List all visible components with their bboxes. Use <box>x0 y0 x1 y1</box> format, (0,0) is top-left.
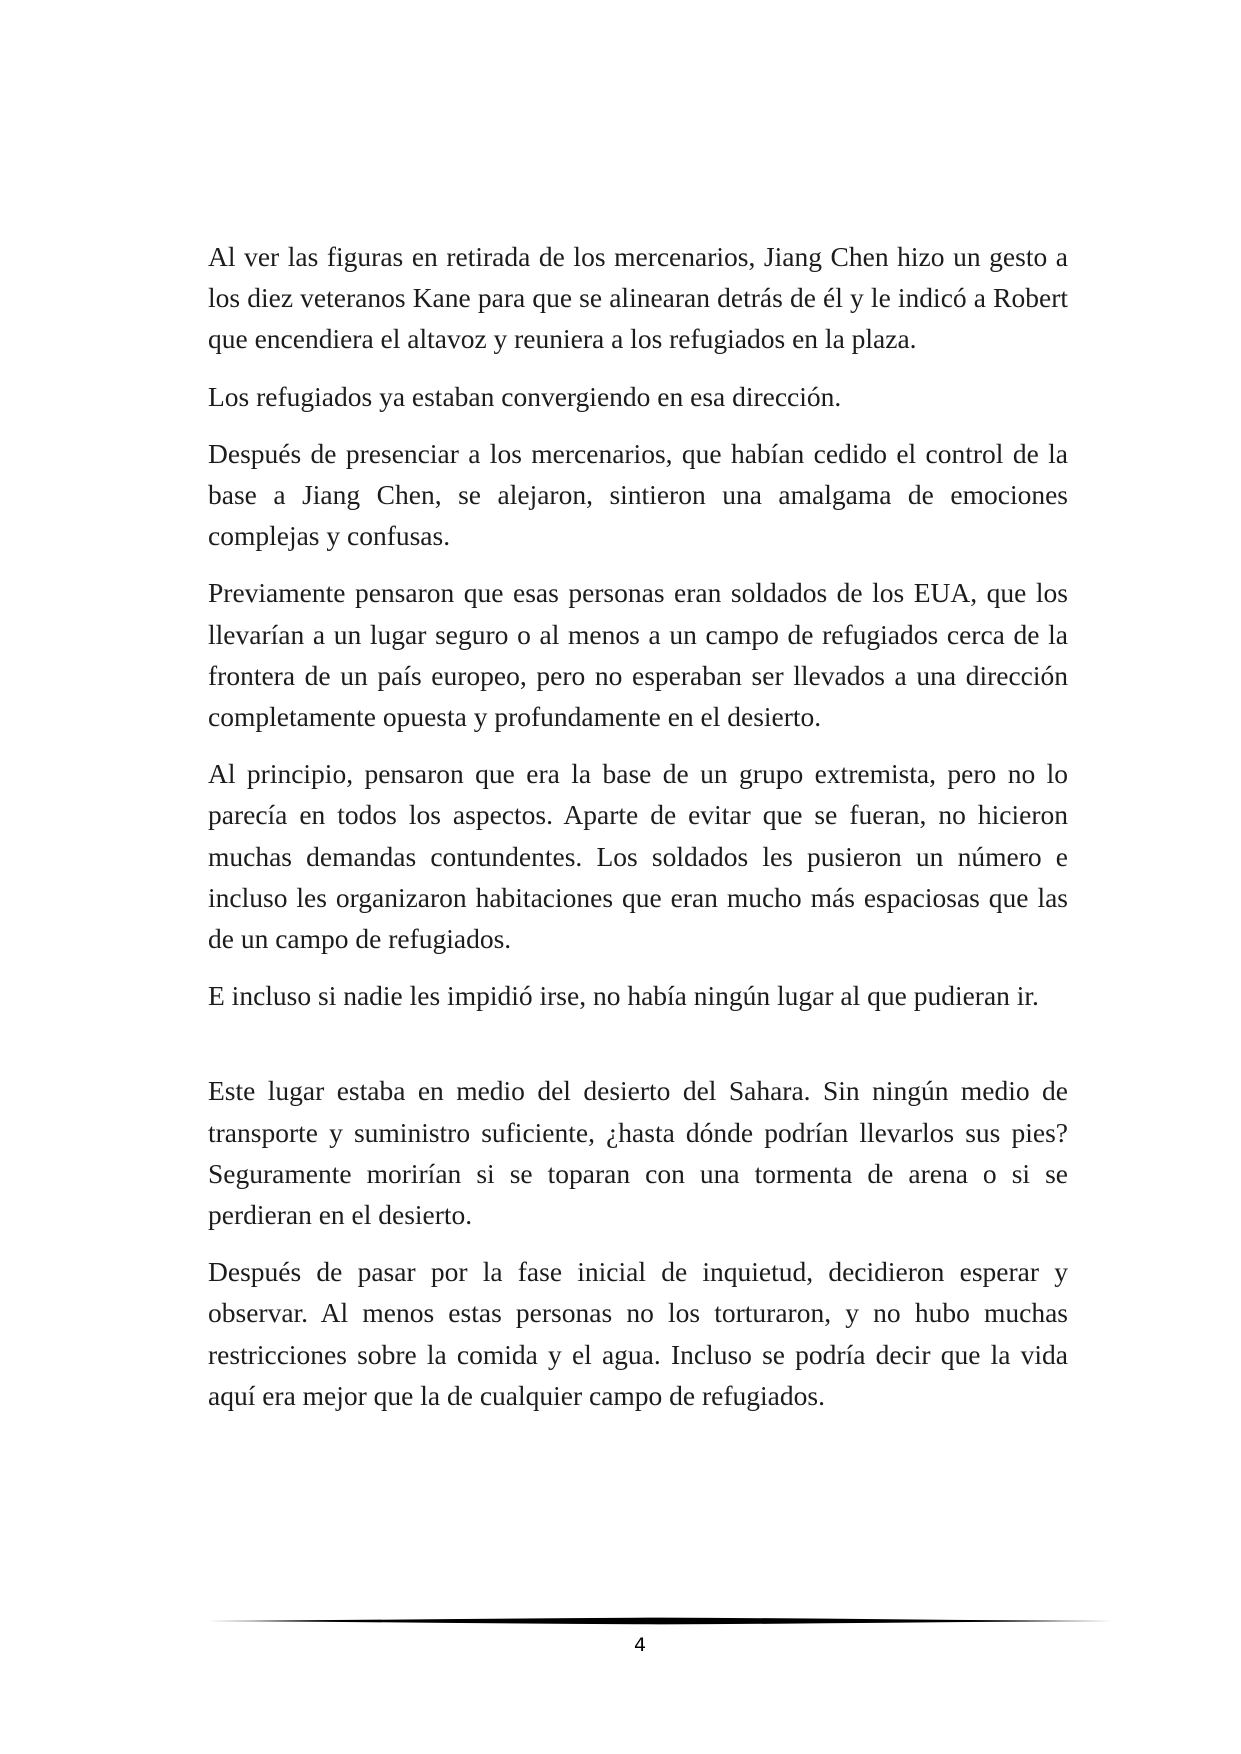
body-text <box>208 236 1068 1432</box>
footer-divider <box>208 1615 1112 1627</box>
paragraph-5: Al principio, pensaron que era la base de un grupo extremista, pero no lo parecía en todos los aspectos. Aparte de evitar que se fueran, no hicieron muchas demandas contundentes. Los soldados les pusieron un número e incluso les organizaron habitaciones que eran mucho más espaciosas que las de un campo de refugiados. <box>208 758 1068 955</box>
paragraph-2: Los refugiados ya estaban convergiendo en esa dirección. <box>208 380 842 412</box>
paragraph-4: Previamente pensaron que esas personas eran soldados de los EUA, que los llevarían a un lugar seguro o al menos a un campo de refugiados cerca de la frontera de un país europeo, pero no esperaban ser llevados a una dirección completamente opuesta y profundamente en el desierto. <box>208 577 1068 733</box>
page-number: 4 <box>633 1634 647 1656</box>
paragraph-8: Después de pasar por la fase inicial de inquietud, decidieron esperar y observar. Al menos estas personas no los torturaron, y no hubo muchas restricciones sobre la comida y el agua. Incluso se podría decir que la vida aquí era mejor que la de cualquier campo de refugiados. <box>208 1256 1068 1411</box>
paragraph-7: Este lugar estaba en medio del desierto del Sahara. Sin ningún medio de transporte y suministro suficiente, ¿hasta dónde podrían llevarlos sus pies? Seguramente morirían si se toparan con una tormenta de arena o si se perdieran en el desierto. <box>208 1075 1068 1231</box>
paragraph-6: E incluso si nadie les impidió irse, no había ningún lugar al que pudieran ir. <box>208 980 1039 1012</box>
paragraph-1: Al ver las figuras en retirada de los mercenarios, Jiang Chen hizo un gesto a los diez veteranos Kane para que se alinearan detrás de él y le indicó a Robert que encendiera el altavoz y reuniera a los refugiados en la plaza. <box>208 241 1068 355</box>
paragraph-3: Después de presenciar a los mercenarios, que habían cedido el control de la base a Jiang Chen, se alejaron, sintieron una amalgama de emociones complejas y confusas. <box>208 437 1068 552</box>
